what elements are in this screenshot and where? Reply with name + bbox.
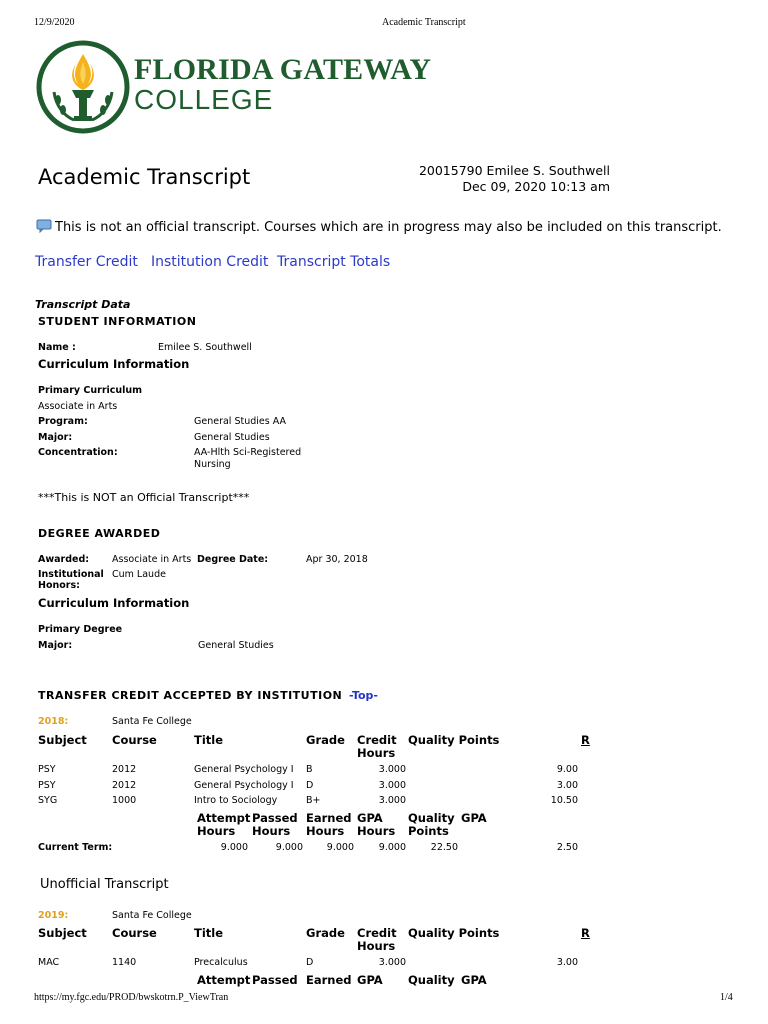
concentration-value-cont: Nursing: [194, 459, 231, 470]
transfer-heading: TRANSFER CREDIT ACCEPTED BY INSTITUTION: [38, 689, 343, 702]
table-row-points: 3.00: [556, 957, 578, 968]
curriculum-heading: Curriculum Information: [38, 357, 190, 371]
not-official-note: ***This is NOT an Official Transcript***: [38, 491, 250, 504]
tot-col-earned: Earned: [306, 811, 352, 825]
total-passed-hours: 9.000: [275, 842, 303, 853]
tot-col-attempt: Attempt: [197, 811, 251, 825]
tot-col-quality-2: Quality: [408, 973, 455, 987]
col-course: Course: [112, 733, 157, 747]
degree-date-label: Degree Date:: [197, 554, 269, 565]
tot-col-gpa2-2: GPA: [461, 973, 487, 987]
col-r-2: R: [581, 926, 590, 940]
degree-heading: DEGREE AWARDED: [38, 527, 161, 540]
table-row-title: Precalculus: [194, 957, 248, 968]
name-label: Name :: [38, 342, 76, 353]
tot-col-gpa-2: GPA: [357, 973, 383, 987]
logo-text-line2: COLLEGE: [134, 84, 274, 115]
major-value: General Studies: [194, 432, 270, 443]
primary-curriculum-label: Primary Curriculum: [38, 385, 143, 396]
col-grade: Grade: [306, 733, 345, 747]
top-link[interactable]: -Top-: [349, 689, 378, 702]
print-page-number: 1/4: [720, 992, 733, 1003]
nav-institution-credit[interactable]: Institution Credit: [151, 254, 269, 270]
total-gpa: 2.50: [556, 842, 578, 853]
tot-col-passed-hours: Hours: [252, 824, 291, 838]
table-row-title: Intro to Sociology: [194, 795, 278, 806]
total-gpa-hours: 9.000: [378, 842, 406, 853]
transfer-year-2: 2019:: [38, 910, 69, 921]
logo-text-line1: FLORIDA GATEWAY: [134, 53, 432, 86]
col-credit-2: Credit: [357, 926, 397, 940]
degree-curriculum-heading: Curriculum Information: [38, 596, 190, 610]
col-r: R: [581, 733, 590, 747]
table-row-title: General Psychology I: [194, 780, 294, 791]
honors-label: Institutional: [38, 569, 104, 580]
unofficial-label: Unofficial Transcript: [40, 877, 169, 892]
table-row-points: 10.50: [550, 795, 578, 806]
honors-label-cont: Honors:: [38, 580, 80, 591]
tot-col-quality-points: Points: [408, 824, 449, 838]
table-row-subject: SYG: [38, 795, 58, 806]
transfer-institution: Santa Fe College: [112, 716, 192, 727]
table-row-hours: 3.000: [378, 957, 406, 968]
concentration-label: Concentration:: [38, 447, 118, 458]
transfer-year: 2018:: [38, 716, 69, 727]
degree-major-value: General Studies: [198, 640, 274, 651]
transcript-data-heading: Transcript Data: [35, 298, 131, 311]
awarded-value: Associate in Arts: [112, 554, 192, 565]
info-note: This is not an official transcript. Courses which are in progress may also be included on this transcript.: [55, 220, 722, 235]
total-quality-points: 22.50: [430, 842, 458, 853]
tot-col-passed-2: Passed: [252, 973, 298, 987]
tot-col-attempt-2: Attempt: [197, 973, 251, 987]
primary-degree-label: Primary Degree: [38, 624, 123, 635]
awarded-label: Awarded:: [38, 554, 90, 565]
total-attempt-hours: 9.000: [220, 842, 248, 853]
nav-transfer-credit[interactable]: Transfer Credit: [35, 254, 138, 270]
transfer-institution-2: Santa Fe College: [112, 910, 192, 921]
nav-transcript-totals[interactable]: Transcript Totals: [277, 254, 391, 270]
table-row-subject: PSY: [38, 780, 56, 791]
primary-curriculum-value: Associate in Arts: [38, 401, 118, 412]
table-row-course: 2012: [112, 764, 137, 775]
col-course-2: Course: [112, 926, 157, 940]
table-row-grade: D: [306, 957, 314, 968]
col-quality-points-2: Quality Points: [408, 926, 500, 940]
concentration-value: AA-Hlth Sci-Registered: [194, 447, 302, 458]
table-row-course: 2012: [112, 780, 137, 791]
table-row-subject: PSY: [38, 764, 56, 775]
table-row-hours: 3.000: [378, 795, 406, 806]
table-row-grade: B+: [306, 795, 321, 806]
col-subject: Subject: [38, 733, 87, 747]
page-title: Academic Transcript: [38, 165, 251, 189]
col-hours: Hours: [357, 746, 396, 760]
col-credit: Credit: [357, 733, 397, 747]
col-quality-points: Quality Points: [408, 733, 500, 747]
print-title: Academic Transcript: [382, 17, 466, 28]
col-title-2: Title: [194, 926, 224, 940]
tot-col-quality: Quality: [408, 811, 455, 825]
table-row-hours: 3.000: [378, 780, 406, 791]
speech-bubble-icon: [36, 218, 52, 232]
tot-col-gpa2: GPA: [461, 811, 487, 825]
tot-col-passed: Passed: [252, 811, 298, 825]
table-row-points: 3.00: [556, 780, 578, 791]
table-row-points: 9.00: [556, 764, 578, 775]
program-value: General Studies AA: [194, 416, 286, 427]
degree-major-label: Major:: [38, 640, 73, 651]
table-row-title: General Psychology I: [194, 764, 294, 775]
timestamp: Dec 09, 2020 10:13 am: [462, 179, 610, 194]
print-url: https://my.fgc.edu/PROD/bwskotrn.P_ViewTran: [34, 992, 229, 1003]
tot-col-earned-2: Earned: [306, 973, 352, 987]
col-subject-2: Subject: [38, 926, 87, 940]
major-label: Major:: [38, 432, 73, 443]
program-label: Program:: [38, 416, 88, 427]
name-value: Emilee S. Southwell: [158, 342, 252, 353]
table-row-course: 1140: [112, 957, 137, 968]
total-earned-hours: 9.000: [326, 842, 354, 853]
col-grade-2: Grade: [306, 926, 345, 940]
col-hours-2: Hours: [357, 939, 396, 953]
table-row-grade: D: [306, 780, 314, 791]
current-term-label: Current Term:: [38, 842, 113, 853]
student-info-heading: STUDENT INFORMATION: [38, 315, 197, 328]
student-id-name: 20015790 Emilee S. Southwell: [418, 163, 610, 178]
honors-value: Cum Laude: [112, 569, 166, 580]
degree-date-value: Apr 30, 2018: [306, 554, 368, 565]
col-title: Title: [194, 733, 224, 747]
tot-col-earned-hours: Hours: [306, 824, 345, 838]
table-row-grade: B: [306, 764, 313, 775]
table-row-hours: 3.000: [378, 764, 406, 775]
table-row-subject: MAC: [38, 957, 60, 968]
tot-col-attempt-hours: Hours: [197, 824, 236, 838]
print-date: 12/9/2020: [34, 17, 75, 28]
tot-col-gpa: GPA: [357, 811, 383, 825]
tot-col-gpa-hours: Hours: [357, 824, 396, 838]
table-row-course: 1000: [112, 795, 137, 806]
torch-logo-icon: [36, 40, 130, 134]
